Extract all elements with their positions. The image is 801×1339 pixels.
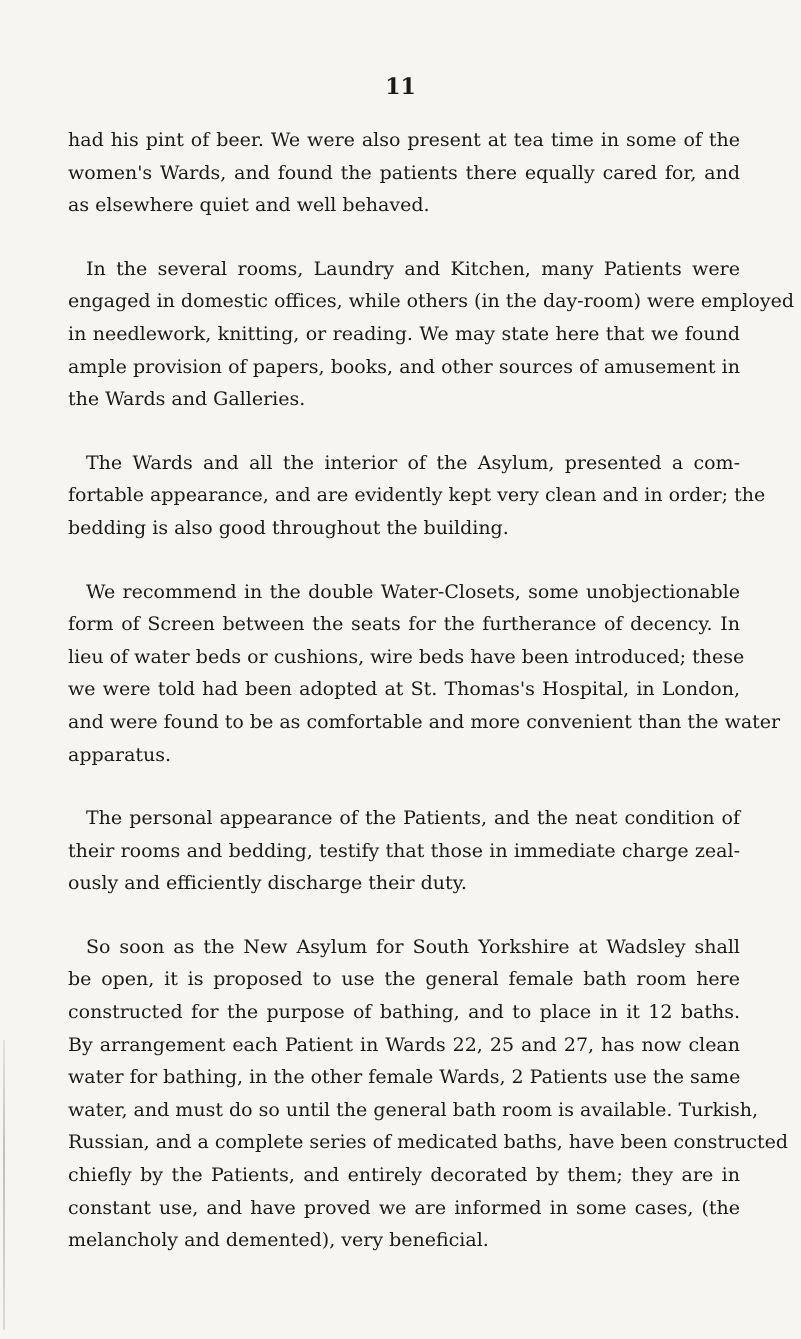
text-line: melancholy and demented), very beneficial. <box>68 1229 489 1252</box>
page-edge-shadow <box>3 1040 5 1330</box>
text-line: in needlework, knitting, or reading. We may state here that we found <box>68 322 740 345</box>
text-line: had his pint of beer. We were also present at tea time in some of the <box>68 129 740 151</box>
text-line: bedding is also good throughout the building. <box>68 516 509 539</box>
text-line: By arrangement each Patient in Wards 22, 25 and 27, has now clean <box>68 1033 740 1056</box>
text-line: water for bathing, in the other female Wards, 2 Patients use the same <box>68 1066 741 1089</box>
body-text <box>68 124 794 1257</box>
text-line: we were told had been adopted at St. Thomas's Hospital, in London, <box>68 678 740 701</box>
text-line: apparatus. <box>68 743 172 766</box>
text-line: So soon as the New Asylum for South Yorkshire at Wadsley shall <box>86 935 740 958</box>
text-line: women's Wards, and found the patients there equally cared for, and <box>68 161 740 184</box>
paragraph-1 <box>68 124 740 222</box>
text-line: their rooms and bedding, testify that those in immediate charge zeal- <box>68 839 740 862</box>
paragraph-5 <box>68 802 740 900</box>
text-line: as elsewhere quiet and well behaved. <box>68 194 430 217</box>
text-line: We recommend in the double Water-Closets, some unobjectionable <box>86 580 740 603</box>
text-line: constant use, and have proved we are informed in some cases, (the <box>68 1196 740 1219</box>
text-line: and were found to be as comfortable and more convenient than the water <box>68 710 781 733</box>
text-line: constructed for the purpose of bathing, and to place in it 12 baths. <box>68 1001 740 1024</box>
text-line: be open, it is proposed to use the general female bath room here <box>68 968 740 991</box>
text-line: engaged in domestic offices, while others (in the day-room) were employed <box>68 290 794 313</box>
text-line: Russian, and a complete series of medicated baths, have been constructed <box>68 1131 789 1154</box>
text-line: The personal appearance of the Patients, and the neat condition of <box>86 807 740 830</box>
paragraph-3 <box>68 447 766 545</box>
text-line: The Wards and all the interior of the Asylum, presented a com- <box>86 451 740 474</box>
text-line: fortable appearance, and are evidently kept very clean and in order; the <box>68 484 766 507</box>
text-line: water, and must do so until the general bath room is available. Turkish, <box>68 1098 759 1121</box>
text-line: form of Screen between the seats for the furtherance of decency. In <box>68 613 740 636</box>
paragraph-6 <box>68 931 789 1257</box>
paragraph-4 <box>68 576 781 772</box>
text-line: ample provision of papers, books, and other sources of amusement in <box>68 355 740 378</box>
text-line: the Wards and Galleries. <box>68 388 306 411</box>
text-line: In the several rooms, Laundry and Kitchen, many Patients were <box>86 257 740 280</box>
text-line: chiefly by the Patients, and entirely decorated by them; they are in <box>68 1164 740 1187</box>
text-line: lieu of water beds or cushions, wire beds have been introduced; these <box>68 645 745 668</box>
page-number: 11 <box>385 74 416 100</box>
text-line: ously and efficiently discharge their duty. <box>68 872 467 895</box>
paragraph-2 <box>68 253 794 416</box>
